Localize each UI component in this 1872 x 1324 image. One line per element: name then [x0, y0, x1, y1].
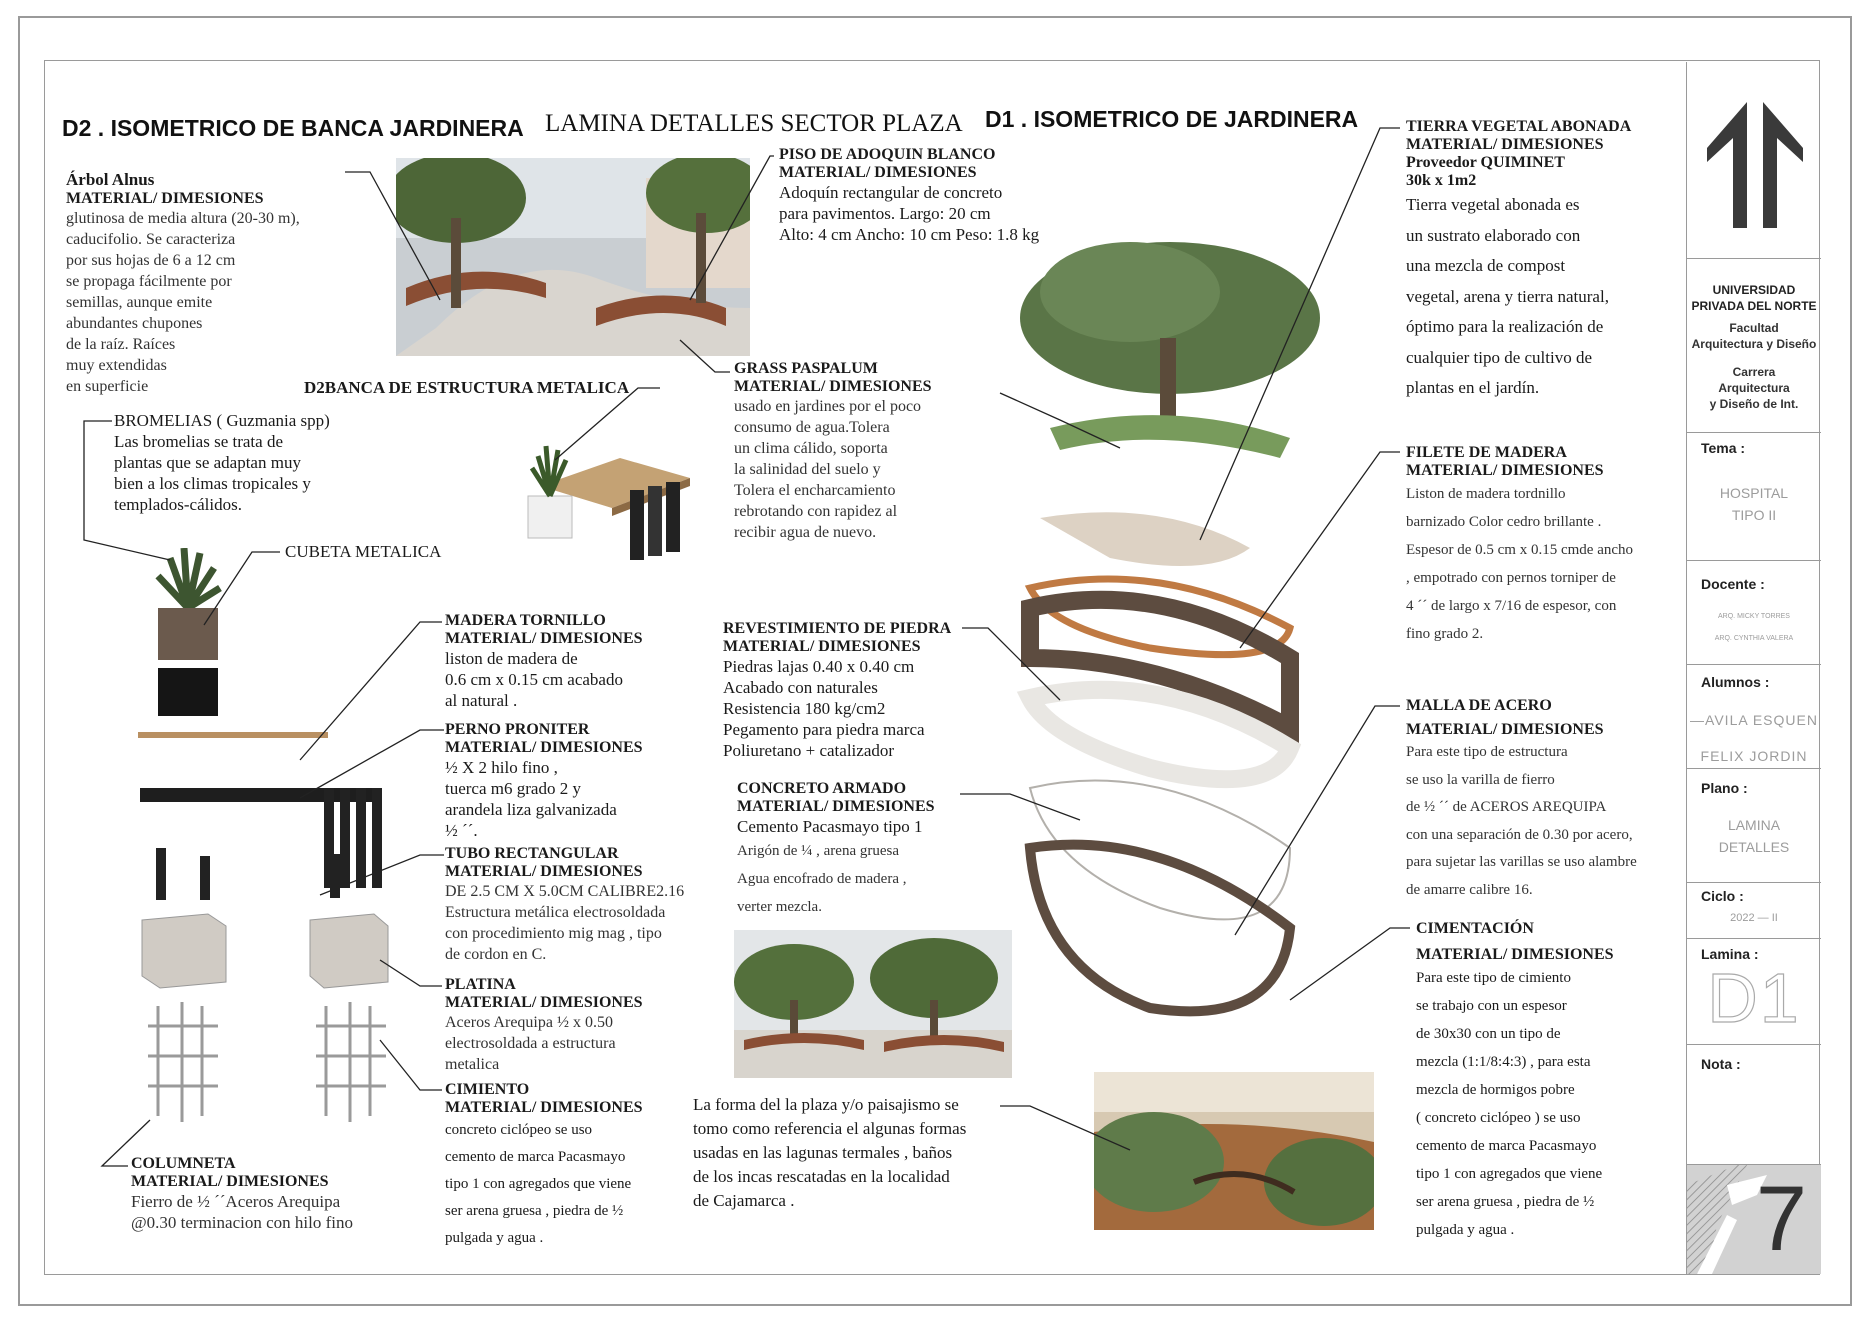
concreto-material-label: MATERIAL/ DIMESIONES [737, 798, 935, 815]
logo-icon [1707, 102, 1803, 228]
ciclo-value: 2022 — II [1730, 912, 1778, 924]
columneta-title: COLUMNETA [131, 1155, 236, 1172]
cubeta-label: CUBETA METALICA [285, 542, 442, 561]
alumnos-value: —AVILA ESQUEN FELIX JORDIN [1690, 712, 1818, 764]
tierra-sub: Proveedor QUIMINET 30k x 1m2 [1406, 154, 1565, 189]
ciclo-label: Ciclo : [1701, 888, 1744, 904]
piso-material-label: MATERIAL/ DIMESIONES [779, 164, 977, 181]
madera-title: MADERA TORNILLO [445, 612, 606, 629]
malla-material-label: MATERIAL/ DIMESIONES [1406, 721, 1604, 738]
nota-label: Nota : [1701, 1056, 1741, 1072]
revest-title: REVESTIMIENTO DE PIEDRA [723, 620, 952, 637]
bench-structure-label: D2BANCA DE ESTRUCTURA METALICA [304, 378, 630, 397]
cimiento-text: concreto ciclópeo se uso cemento de marca Pacasmayo tipo 1 con agregados que viene ser arena gruesa , piedra de ½ pulgada y agua . [445, 1122, 632, 1246]
platina-text: Aceros Arequipa ½ x 0.50 electrosoldada a estructura metalica [445, 1014, 616, 1073]
perno-block [445, 721, 695, 841]
sheet-number-badge [1687, 1165, 1821, 1274]
docente-label: Docente : [1701, 576, 1765, 592]
columneta-text: Fierro de ½ ´´Aceros Arequipa @0.30 terminacion con hilo fino [131, 1192, 353, 1232]
perno-title: PERNO PRONITER [445, 721, 590, 738]
section-d2-title: D2 . ISOMETRICO DE BANCA JARDINERA [62, 115, 524, 141]
platina-material-label: MATERIAL/ DIMESIONES [445, 994, 643, 1011]
cimiento-material-label: MATERIAL/ DIMESIONES [445, 1099, 643, 1116]
title-block [1686, 62, 1821, 1274]
tierra-block [1406, 118, 1676, 404]
piso-text: Adoquín rectangular de concreto para pavimentos. Largo: 20 cm Alto: 4 cm Ancho: 10 cm Peso: 1.8 kg [779, 183, 1040, 244]
tubo-material-label: MATERIAL/ DIMESIONES [445, 863, 643, 880]
plaza-form-note: La forma del la plaza y/o paisajismo se tomo como referencia el algunas formas usadas en las lagunas termales , baños de los incas rescatadas en la localidad de Cajamarca . [693, 1095, 967, 1210]
madera-material-label: MATERIAL/ DIMESIONES [445, 630, 643, 647]
madera-text: liston de madera de 0.6 cm x 0.15 cm acabado al natural . [445, 649, 623, 710]
career-name: Carrera Arquitectura y Diseño de Int. [1709, 365, 1799, 411]
tema-value: HOSPITAL TIPO II [1719, 485, 1789, 523]
piso-block [779, 146, 1079, 245]
cimentacion-title: CIMENTACIÓN [1416, 920, 1534, 937]
bromelias-text: Las bromelias se trata de plantas que se adaptan muy bien a los climas tropicales y templados-cálidos. [114, 432, 311, 514]
concreto-title: CONCRETO ARMADO [737, 780, 907, 797]
cimiento-title: CIMIENTO [445, 1081, 530, 1098]
bromelias-block [114, 410, 374, 515]
filete-material-label: MATERIAL/ DIMESIONES [1406, 462, 1604, 479]
grass-block [734, 360, 994, 543]
revest-block [723, 620, 983, 761]
cimentacion-text: Para este tipo de cimiento se trabajo con un espesor de 30x30 con un tipo de mezcla (1:1/8:4:3) , para esta mezcla de hormigos pobre ( concreto ciclópeo ) se uso cemento de marca Pacasmayo tipo 1 con agregados que viene ser arena gruesa , piedra de ½ pulgada y agua . [1416, 970, 1603, 1238]
concreto-sub: Cemento Pacasmayo tipo 1 [737, 817, 923, 836]
arbol-material-label: MATERIAL/ DIMESIONES [66, 190, 264, 207]
platina-title: PLATINA [445, 976, 516, 993]
revest-material-label: MATERIAL/ DIMESIONES [723, 638, 921, 655]
grass-text: usado en jardines por el poco consumo de agua.Tolera un clima cálido, soporta la salinidad del suelo y Tolera el encharcamiento rebrotando con rapidez al recibir agua de nuevo. [734, 398, 922, 541]
concreto-block [737, 780, 987, 921]
faculty-name: Facultad Arquitectura y Diseño [1691, 321, 1817, 351]
platina-block [445, 976, 695, 1075]
plano-label: Plano : [1701, 780, 1748, 796]
revest-text: Piedras lajas 0.40 x 0.40 cm Acabado con naturales Resistencia 180 kg/cm2 Pegamento para piedra marca Poliuretano + catalizador [723, 657, 925, 760]
cimiento-block [445, 1081, 695, 1252]
piso-title: PISO DE ADOQUIN BLANCO [779, 146, 996, 163]
bromelias-title: BROMELIAS ( Guzmania spp) [114, 411, 330, 430]
perno-text: ½ X 2 hilo fino , tuerca m6 grado 2 y arandela liza galvanizada ½ ´´. [445, 758, 617, 840]
grass-title: GRASS PASPALUM [734, 360, 878, 377]
columneta-block [131, 1155, 431, 1233]
filete-block [1406, 444, 1676, 648]
filete-text: Liston de madera tordnillo barnizado Color cedro brillante . Espesor de 0.5 cm x 0.15 cmde ancho , empotrado con pernos torniper de 4 ´´ de largo x 7/16 de espesor, con fino grado 2. [1406, 486, 1634, 642]
arbol-text: glutinosa de media altura (20-30 m), caducifolio. Se caracteriza por sus hojas de 6 a 12 cm se propaga fácilmente por semillas, aunque emite abundantes chupones de la raíz. Raíces muy extendidas en superficie [66, 210, 300, 395]
arbol-block [66, 170, 396, 397]
malla-title: MALLA DE ACERO [1406, 697, 1552, 714]
cimentacion-block [1416, 920, 1676, 1244]
madera-block [445, 612, 695, 711]
lamina-value: D1 [1707, 959, 1801, 1037]
concreto-text: Arigón de ¼ , arena gruesa Agua encofrado de madera , verter mezcla. [737, 843, 907, 915]
lamina-label: Lamina : [1701, 946, 1759, 962]
tierra-material-label: MATERIAL/ DIMESIONES [1406, 136, 1604, 153]
section-d1-title: D1 . ISOMETRICO DE JARDINERA [985, 106, 1359, 132]
grass-material-label: MATERIAL/ DIMESIONES [734, 378, 932, 395]
tubo-title: TUBO RECTANGULAR [445, 845, 619, 862]
sheet-title: LAMINA DETALLES SECTOR PLAZA [545, 110, 963, 137]
malla-block [1406, 697, 1676, 904]
tubo-block [445, 845, 725, 965]
university-name: UNIVERSIDAD PRIVADA DEL NORTE [1691, 283, 1817, 313]
plano-value: LAMINA DETALLES [1718, 817, 1790, 855]
cimentacion-material-label: MATERIAL/ DIMESIONES [1416, 946, 1614, 963]
filete-title: FILETE DE MADERA [1406, 444, 1567, 461]
malla-text: Para este tipo de estructura se uso la varilla de fierro de ½ ´´ de ACEROS AREQUIPA con una separación de 0.30 por acero, para sujetar las varillas se uso alambre de amarre calibre 16. [1406, 744, 1637, 898]
docente-value: ARQ. MICKY TORRES ARQ. CYNTHIA VALERA [1714, 613, 1794, 642]
tubo-text: DE 2.5 CM X 5.0CM CALIBRE2.16 Estructura metálica electrosoldada con procedimiento mig mag , tipo de cordon en C. [445, 883, 685, 963]
columneta-material-label: MATERIAL/ DIMESIONES [131, 1173, 329, 1190]
perno-material-label: MATERIAL/ DIMESIONES [445, 739, 643, 756]
alumnos-label: Alumnos : [1701, 674, 1770, 690]
tema-label: Tema : [1701, 440, 1746, 456]
sheet-number: 7 [1755, 1168, 1807, 1270]
arbol-title: Árbol Alnus [66, 170, 155, 189]
tierra-title: TIERRA VEGETAL ABONADA [1406, 118, 1632, 135]
tierra-text: Tierra vegetal abonada es un sustrato elaborado con una mezcla de compost vegetal, arena y tierra natural, óptimo para la realización de cualquier tipo de cultivo de plantas en el jardín. [1406, 195, 1609, 397]
